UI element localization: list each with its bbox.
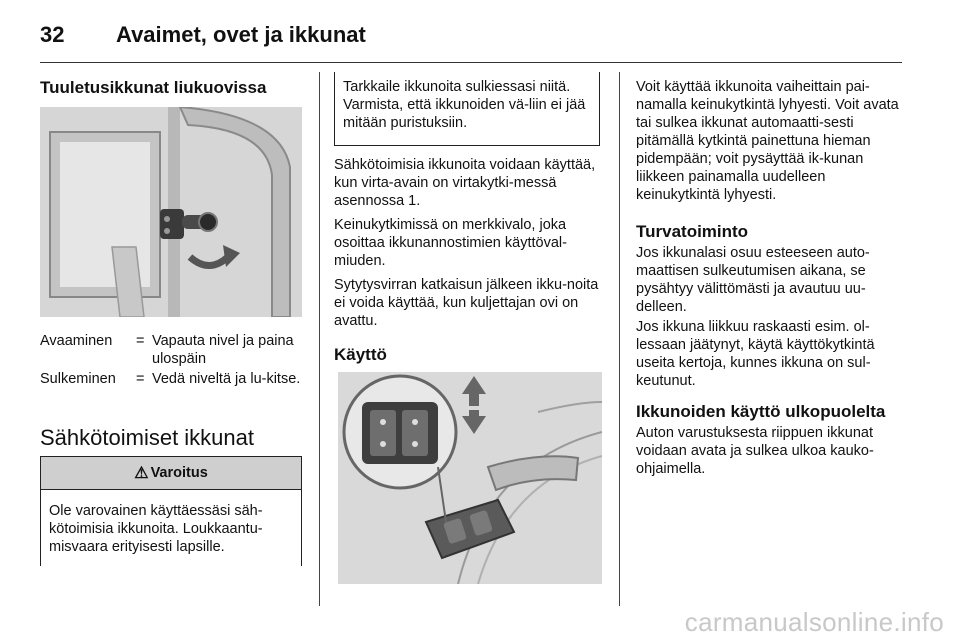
- warning-box: [40, 456, 302, 566]
- definition-list: [40, 332, 302, 390]
- definition-description: Vapauta nivel ja paina ulospäin: [152, 333, 294, 367]
- heading-safety-function: Turvatoiminto: [636, 222, 749, 241]
- page-title: Avaimet, ovet ja ikkunat: [116, 22, 366, 47]
- warning-text: Ole varovainen käyttäessäsi säh-kötoimisia ikkunoita. Loukkaantu-misvaara erityisesti lapsille.: [49, 503, 263, 555]
- paragraph-stepwise: Voit käyttää ikkunoita vaiheittain pai-namalla keinukytkintä lyhyesti. Voit avata tai sulkea ikkunat automaatti-sesti pitämällä kytkintä painettuna hieman pidempään; voit pysäyttää ik-kunan liikkeen painamalla uudelleen keinukytkintä lyhyesti.: [636, 79, 899, 203]
- column-divider-right: [619, 72, 620, 606]
- paragraph-remote: Auton varustuksesta riippuen ikkunat voidaan avata ja sulkea ulkoa kauko-ohjaimella.: [636, 425, 874, 477]
- definition-term: Avaaminen: [40, 333, 113, 349]
- page-header: [40, 18, 900, 60]
- warning-title: Varoitus: [150, 465, 208, 481]
- page-number: 32: [40, 22, 65, 47]
- warning-header: [41, 457, 301, 490]
- heading-outside-operation: Ikkunoiden käyttö ulkopuolelta: [636, 402, 886, 421]
- heading-operation: Käyttö: [334, 345, 387, 364]
- paragraph-ignition-off: Sytytysvirran katkaisun jälkeen ikku-noita ei voida käyttää, kun kuljettajan ovi on avattu.: [334, 277, 599, 329]
- definition-separator: =: [136, 371, 145, 387]
- heading-vent-windows: Tuuletusikkunat liukuovissa: [40, 78, 267, 97]
- definition-description: Vedä niveltä ja lu-kitse.: [152, 371, 301, 387]
- figure-vent-window-latch: [40, 107, 302, 317]
- definition-row: [40, 370, 302, 388]
- watermark: carmanualsonline.info: [684, 607, 944, 637]
- note-box: Tarkkaile ikkunoita sulkiessasi niitä. Varmista, että ikkunoiden vä-liin ei jää mitään puristuksiin.: [334, 72, 600, 146]
- paragraph-obstacle: Jos ikkunalasi osuu esteeseen auto-maattisen sulkeutumisen aikana, se pysähtyy välittömästi ja avautuu uu-delleen.: [636, 245, 870, 315]
- definition-row: [40, 332, 302, 368]
- header-rule: [40, 62, 902, 63]
- figure-window-switch: [338, 372, 602, 584]
- definition-separator: =: [136, 333, 145, 349]
- paragraph-frozen: Jos ikkuna liikkuu raskaasti esim. ol-lessaan jäätynyt, käytä käyttökytkintä useita kertoja, kunnes ikkuna on sul-keutunut.: [636, 319, 875, 389]
- definition-term: Sulkeminen: [40, 371, 116, 387]
- paragraph-indicator: Keinukytkimissä on merkkivalo, joka osoittaa ikkunannostimien käyttöval-miuden.: [334, 217, 567, 269]
- heading-power-windows: Sähkötoimiset ikkunat: [40, 425, 254, 450]
- paragraph-ignition: Sähkötoimisia ikkunoita voidaan käyttää, kun virta-avain on virtakytki-messä asennossa 1.: [334, 157, 596, 209]
- warning-triangle-icon: ⚠: [134, 465, 149, 482]
- column-divider-left: [319, 72, 320, 606]
